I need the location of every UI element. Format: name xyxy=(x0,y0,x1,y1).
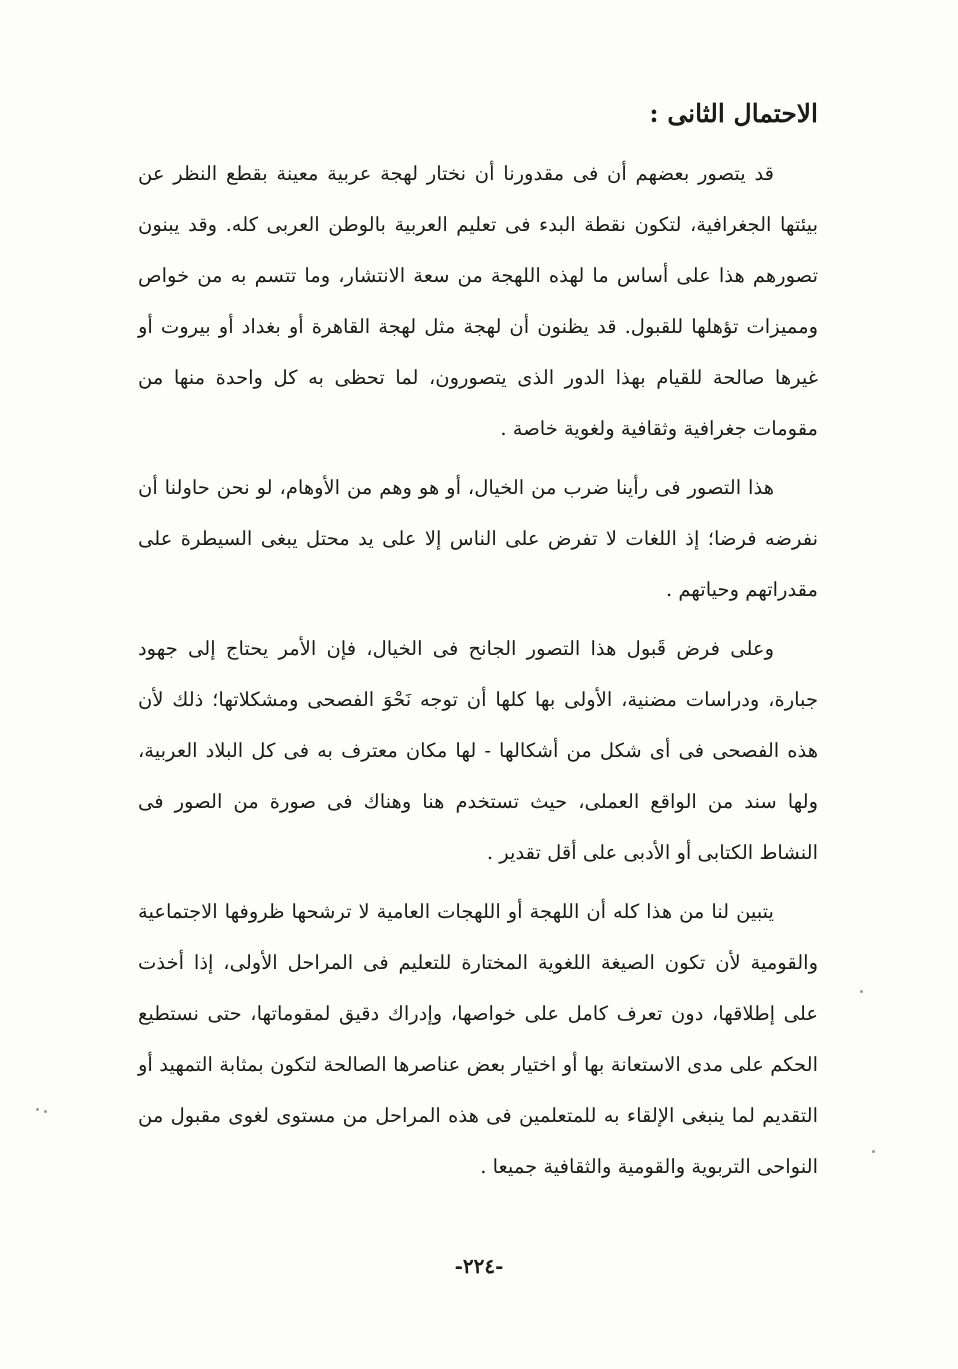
scan-speck xyxy=(36,1108,39,1111)
paragraph-4: يتبين لنا من هذا كله أن اللهجة أو اللهجات العامية لا ترشحها ظروفها الاجتماعية والقومية لأن تكون الصيغة اللغوية المختارة للتعليم فى المراحل الأولى، إذا أخذت على إطلاقها، دون تعرف كامل على خواصها، وإدراك دقيق لمقوماتها، حتى نستطيع الحكم على مدى الاستعانة بها أو اختيار بعض عناصرها الصالحة لتكون بمثابة التمهيد أو التقديم لما ينبغى الإلقاء به للمتعلمين فى هذه المراحل من مستوى لغوى مقبول من النواحى التربوية والقومية والثقافية جميعا . xyxy=(138,900,818,1178)
scan-speck xyxy=(860,990,863,993)
paragraph-1: قد يتصور بعضهم أن فى مقدورنا أن نختار لهجة عربية معينة بقطع النظر عن بيئتها الجغرافية، لتكون نقطة البدء فى تعليم العربية بالوطن العربى كله. وقد يبنون تصورهم هذا على أساس ما لهذه اللهجة من سعة الانتشار، وما تتسم به من خواص ومميزات تؤهلها للقبول. قد يظنون أن لهجة مثل لهجة القاهرة أو بغداد أو بيروت أو غيرها صالحة للقيام بهذا الدور الذى يتصورون، لما تحظى به كل واحدة منها من مقومات جغرافية وثقافية ولغوية خاصة . xyxy=(138,162,818,440)
paragraph-3: وعلى فرض قَبول هذا التصور الجانح فى الخيال، فإن الأمر يحتاج إلى جهود جبارة، ودراسات مضنية، الأولى بها كلها أن توجه نَحْوَ الفصحى ومشكلاتها؛ ذلك لأن هذه الفصحى فى أى شكل من أشكالها - لها مكان معترف به فى كل البلاد العربية، ولها سند من الواقع العملى، حيث تستخدم هنا وهناك فى صورة من الصور فى النشاط الكتابى أو الأدبى على أقل تقدير . xyxy=(138,637,818,864)
scan-speck xyxy=(44,1110,47,1113)
paragraph-2: هذا التصور فى رأينا ضرب من الخيال، أو هو وهم من الأوهام، لو نحن حاولنا أن نفرضه فرضا؛ إذ اللغات لا تفرض على الناس إلا على يد محتل يبغى السيطرة على مقدراتهم وحياتهم . xyxy=(138,476,818,601)
section-heading: الاحتمال الثانى : xyxy=(649,99,818,128)
scan-speck xyxy=(872,1150,875,1153)
page-number: -٢٢٤- xyxy=(454,1254,504,1278)
body-text xyxy=(138,148,818,1200)
